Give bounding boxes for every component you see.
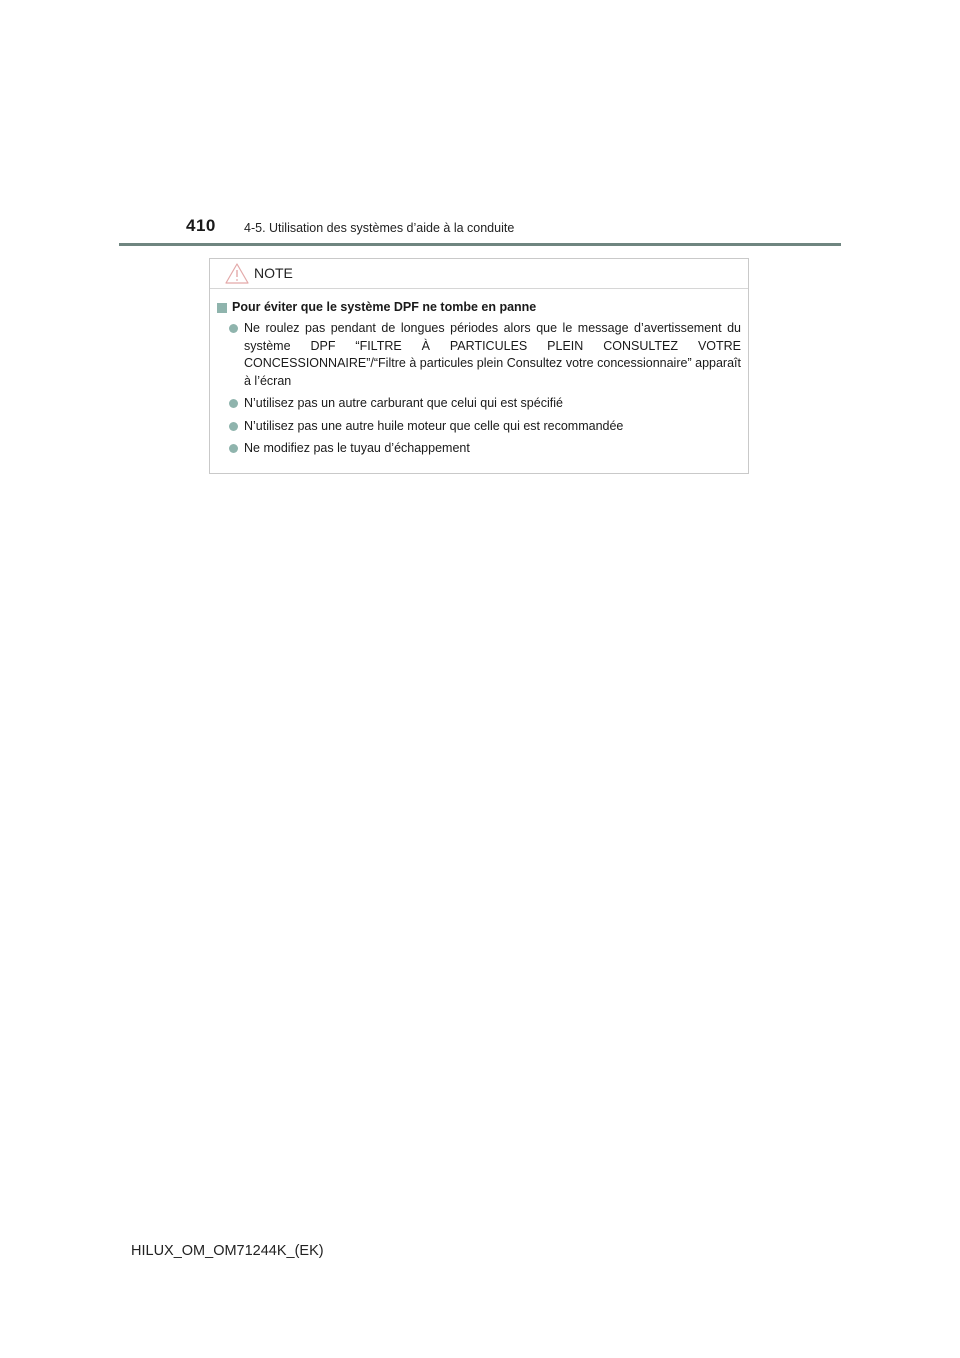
- warning-triangle-icon: [224, 262, 250, 285]
- note-body: [210, 289, 748, 458]
- bullet-icon: [229, 422, 238, 431]
- bullet-icon: [229, 399, 238, 408]
- note-box: [209, 258, 749, 474]
- page-number: 410: [186, 216, 216, 235]
- note-header: [210, 259, 748, 289]
- list-item: [217, 320, 741, 390]
- square-bullet-icon: [217, 303, 227, 313]
- header-rule: [119, 243, 841, 246]
- list-item: [217, 395, 741, 413]
- list-item-text: Ne modifiez pas le tuyau d’échappement: [244, 441, 470, 455]
- list-item-text: Ne roulez pas pendant de longues périodes alors que le message d’avertissement du système DPF “FILTRE À PARTICULES PLEIN CONSULTEZ VOTRE CONCESSIONNAIRE”/“Filtre à particules plein Consultez votre concessionnaire” apparaît à l’écran: [244, 321, 741, 388]
- list-item: [217, 440, 741, 458]
- list-item-text: N’utilisez pas un autre carburant que celui qui est spécifié: [244, 396, 563, 410]
- section-title: 4-5. Utilisation des systèmes d’aide à la conduite: [244, 221, 515, 235]
- note-title: NOTE: [254, 265, 293, 281]
- bullet-icon: [229, 444, 238, 453]
- document-id: HILUX_OM_OM71244K_(EK): [131, 1243, 324, 1259]
- bullet-icon: [229, 324, 238, 333]
- list-item: [217, 418, 741, 436]
- note-heading: [217, 300, 741, 314]
- list-item-text: N’utilisez pas une autre huile moteur que celle qui est recommandée: [244, 418, 624, 433]
- note-heading-text: Pour éviter que le système DPF ne tombe en panne: [232, 300, 537, 314]
